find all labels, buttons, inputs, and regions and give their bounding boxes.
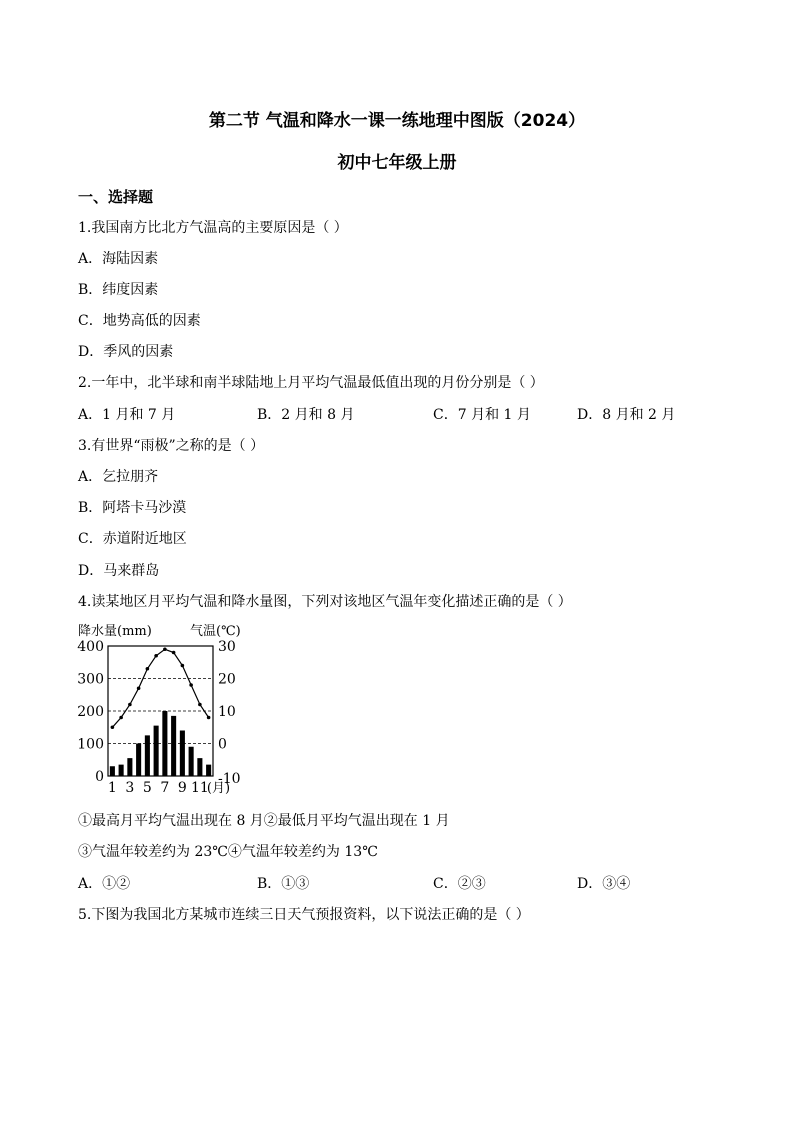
temp-tick-label: 20 <box>218 671 236 688</box>
precip-tick-label: 300 <box>77 671 104 688</box>
month-tick-label: 9 <box>177 780 187 796</box>
precip-bar <box>127 758 132 776</box>
precip-tick-label: 200 <box>77 704 104 720</box>
question-5-stem: 5.下图为我国北方某城市连续三日天气预报资料，以下说法正确的是（ ） <box>78 907 530 923</box>
question-1-stem: 1.我国南方比北方气温高的主要原因是（ ） <box>78 220 348 236</box>
question-3-option-b: B．阿塔卡马沙漠 <box>78 500 187 516</box>
precip-bar <box>171 716 176 776</box>
month-tick-label: 11 <box>190 780 209 796</box>
question-4-option-c: C．②③ <box>433 876 486 892</box>
question-2-option-c: C．7 月和 1 月 <box>433 407 531 423</box>
temp-tick-label: -10 <box>218 771 241 787</box>
x-unit-label: (月) <box>206 781 231 796</box>
temp-point <box>198 703 202 707</box>
question-4-option-b: B．①③ <box>257 876 310 892</box>
question-4-statements-1: ①最高月平均气温出现在 8 月②最低月平均气温出现在 1 月 <box>78 813 450 829</box>
question-4-statements-2: ③气温年较差约为 23℃④气温年较差约为 13℃ <box>78 844 378 860</box>
precip-bar <box>110 766 115 776</box>
question-3-option-d: D．马来群岛 <box>78 563 160 579</box>
question-3-option-a: A．乞拉朋齐 <box>78 469 159 485</box>
temp-point <box>119 716 123 720</box>
temp-point <box>146 667 150 671</box>
temp-point <box>163 647 167 651</box>
temp-tick-label: 30 <box>218 639 236 655</box>
question-3-option-c: C．赤道附近地区 <box>78 531 187 547</box>
question-2-stem: 2.一年中，北半球和南半球陆地上月平均气温最低值出现的月份分别是（ ） <box>78 375 544 391</box>
temp-point <box>154 654 158 658</box>
question-1-option-d: D．季风的因素 <box>78 344 174 360</box>
document-subtitle: 初中七年级上册 <box>337 153 457 173</box>
precip-bar <box>154 726 159 776</box>
precip-bar <box>180 731 185 777</box>
question-1-option-c: C．地势高低的因素 <box>78 313 201 329</box>
temp-point <box>111 725 115 729</box>
left-axis-label: 降水量(mm) <box>78 624 152 639</box>
precip-tick-label: 400 <box>77 639 104 655</box>
precip-bar <box>119 765 124 776</box>
question-2-option-d: D．8 月和 2 月 <box>577 407 676 423</box>
precip-bar <box>145 735 150 776</box>
section-heading: 一、选择题 <box>78 188 154 206</box>
precip-bar <box>206 765 211 776</box>
temp-point <box>189 683 193 687</box>
precip-tick-label: 0 <box>95 769 104 785</box>
precip-tick-label: 100 <box>77 736 104 753</box>
question-1-option-a: A．海陆因素 <box>78 251 159 267</box>
precip-bar <box>162 711 167 776</box>
precip-bar <box>197 758 202 776</box>
precip-bar <box>136 744 141 777</box>
month-tick-label: 7 <box>160 780 170 796</box>
month-tick-label: 3 <box>125 780 135 796</box>
right-axis-label: 气温(℃) <box>190 624 241 639</box>
question-4-option-d: D．③④ <box>577 876 631 892</box>
month-tick-label: 5 <box>142 780 152 796</box>
month-tick-label: 1 <box>107 780 117 796</box>
temp-point <box>128 703 132 707</box>
climate-chart <box>74 618 254 800</box>
question-2-option-a: A．1 月和 7 月 <box>78 407 176 423</box>
question-4-stem: 4.读某地区月平均气温和降水量图，下列对该地区气温年变化描述正确的是（ ） <box>78 594 572 610</box>
temp-point <box>172 651 176 655</box>
temp-point <box>207 716 211 720</box>
document-title: 第二节 气温和降水一课一练地理中图版（2024） <box>208 111 586 131</box>
question-3-stem: 3.有世界“雨极”之称的是（ ） <box>78 438 265 454</box>
question-4-option-a: A．①② <box>78 876 131 892</box>
temp-tick-label: 0 <box>218 736 227 753</box>
question-1-option-b: B．纬度因素 <box>78 282 159 298</box>
question-2-option-b: B．2 月和 8 月 <box>257 407 355 423</box>
temp-point <box>137 686 141 690</box>
temp-point <box>181 664 185 668</box>
temperature-line <box>112 649 208 727</box>
temp-tick-label: 10 <box>218 704 236 720</box>
precip-bar <box>189 747 194 776</box>
